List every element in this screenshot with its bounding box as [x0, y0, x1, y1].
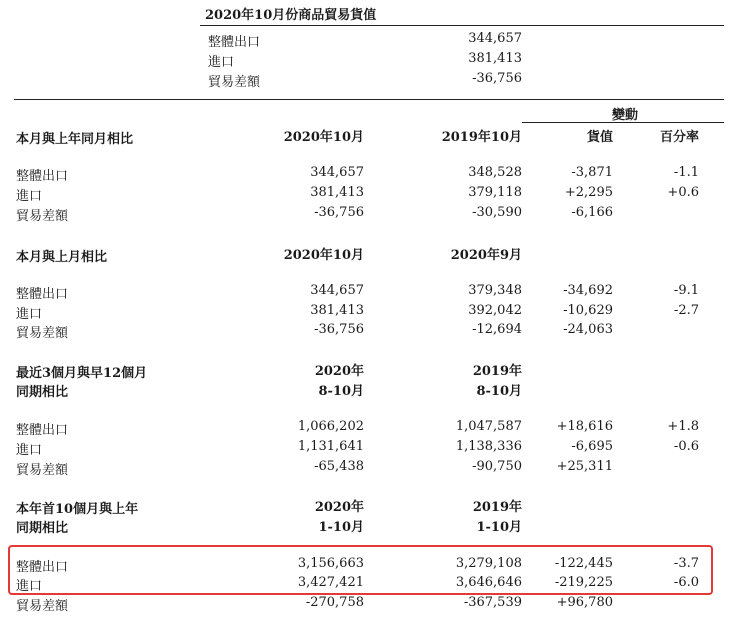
row-value-b: 3,279,108: [455, 556, 522, 571]
row-value-b: 1,047,587: [455, 419, 522, 434]
table-top-rule: [14, 99, 724, 100]
row-value-b: -30,590: [472, 205, 522, 220]
row-value-b: 348,528: [468, 165, 522, 180]
row-change-value: +96,780: [556, 595, 613, 610]
row-value-b: 392,042: [468, 303, 522, 318]
row-value-a: 381,413: [310, 303, 364, 318]
row-value-a: 344,657: [310, 283, 364, 298]
row-change-value: +18,616: [556, 419, 613, 434]
row-label: 貿易差額: [16, 599, 69, 614]
section-col-a-header: 2020年10月: [283, 248, 364, 263]
summary-balance-value: -36,756: [472, 71, 522, 86]
row-value-a: -65,438: [314, 459, 364, 474]
row-label: 進口: [16, 189, 43, 204]
row-value-a: 344,657: [310, 165, 364, 180]
row-value-a: 3,156,663: [297, 556, 364, 571]
row-label: 進口: [16, 307, 43, 322]
row-value-b: -12,694: [472, 322, 522, 337]
section-col-b-header: 2019年: [472, 364, 522, 379]
section-col-b-subheader: 8-10月: [476, 384, 522, 399]
row-value-b: 379,118: [468, 185, 522, 200]
section-title: 本年首10個月與上年: [16, 502, 139, 517]
row-label: 貿易差額: [16, 209, 69, 224]
row-value-a: 381,413: [310, 185, 364, 200]
row-value-a: 1,131,641: [297, 439, 364, 454]
summary-title: 2020年10月份商品貿易貨值: [205, 8, 377, 23]
row-change-value: -219,225: [554, 575, 613, 590]
row-label: 整體出口: [16, 169, 69, 184]
section-title: 本月與上年同月相比: [16, 132, 134, 147]
row-value-a: -36,756: [314, 322, 364, 337]
row-value-a: 3,427,421: [297, 575, 364, 590]
section-col-a-subheader: 8-10月: [318, 384, 364, 399]
row-value-b: 1,138,336: [455, 439, 522, 454]
section-subtitle: 同期相比: [16, 521, 69, 536]
row-change-value: -3,871: [571, 165, 613, 180]
percent-header: 百分率: [659, 130, 699, 145]
row-change-value: -6,695: [571, 439, 613, 454]
section-col-b-header: 2020年9月: [450, 248, 522, 263]
row-change-percent: +1.8: [667, 419, 699, 434]
summary-export-value: 344,657: [468, 31, 522, 46]
section-title: 最近3個月與早12個月: [16, 366, 148, 381]
row-value-a: -36,756: [314, 205, 364, 220]
summary-export-label: 整體出口: [208, 35, 261, 50]
row-value-a: -270,758: [305, 595, 364, 610]
section-col-b-header: 2019年10月: [441, 130, 522, 145]
row-change-percent: +0.6: [667, 185, 699, 200]
section-col-a-subheader: 1-10月: [318, 520, 364, 535]
row-change-value: -34,692: [563, 283, 613, 298]
section-col-a-header: 2020年: [314, 364, 364, 379]
row-change-value: +2,295: [564, 185, 613, 200]
summary-import-label: 進口: [208, 55, 235, 70]
row-change-percent: -3.7: [673, 556, 699, 571]
summary-top-rule: [200, 25, 724, 26]
section-subtitle: 同期相比: [16, 385, 69, 400]
row-value-b: -90,750: [472, 459, 522, 474]
section-col-b-header: 2019年: [472, 500, 522, 515]
row-change-percent: -6.0: [673, 575, 699, 590]
section-col-a-header: 2020年: [314, 500, 364, 515]
row-label: 貿易差額: [16, 463, 69, 478]
row-change-value: -6,166: [571, 205, 613, 220]
row-change-percent: -9.1: [673, 283, 699, 298]
section-title: 本月與上月相比: [16, 250, 108, 265]
summary-import-value: 381,413: [468, 51, 522, 66]
section-col-b-subheader: 1-10月: [476, 520, 522, 535]
row-value-b: 3,646,646: [455, 575, 522, 590]
row-change-value: -122,445: [554, 556, 613, 571]
row-value-b: -367,539: [463, 595, 522, 610]
row-label: 進口: [16, 443, 43, 458]
summary-balance-label: 貿易差額: [208, 75, 261, 90]
row-value-b: 379,348: [468, 283, 522, 298]
row-label: 整體出口: [16, 560, 69, 575]
value-header: 貨值: [586, 130, 613, 145]
row-change-percent: -2.7: [673, 303, 699, 318]
row-value-a: 1,066,202: [297, 419, 364, 434]
row-change-percent: -1.1: [673, 165, 699, 180]
row-label: 進口: [16, 579, 43, 594]
row-change-value: -10,629: [563, 303, 613, 318]
row-change-value: +25,311: [556, 459, 613, 474]
row-label: 整體出口: [16, 287, 69, 302]
row-change-percent: -0.6: [673, 439, 699, 454]
row-label: 整體出口: [16, 423, 69, 438]
section-col-a-header: 2020年10月: [283, 130, 364, 145]
row-change-value: -24,063: [563, 322, 613, 337]
change-header: 變動: [612, 108, 639, 123]
row-label: 貿易差額: [16, 326, 69, 341]
